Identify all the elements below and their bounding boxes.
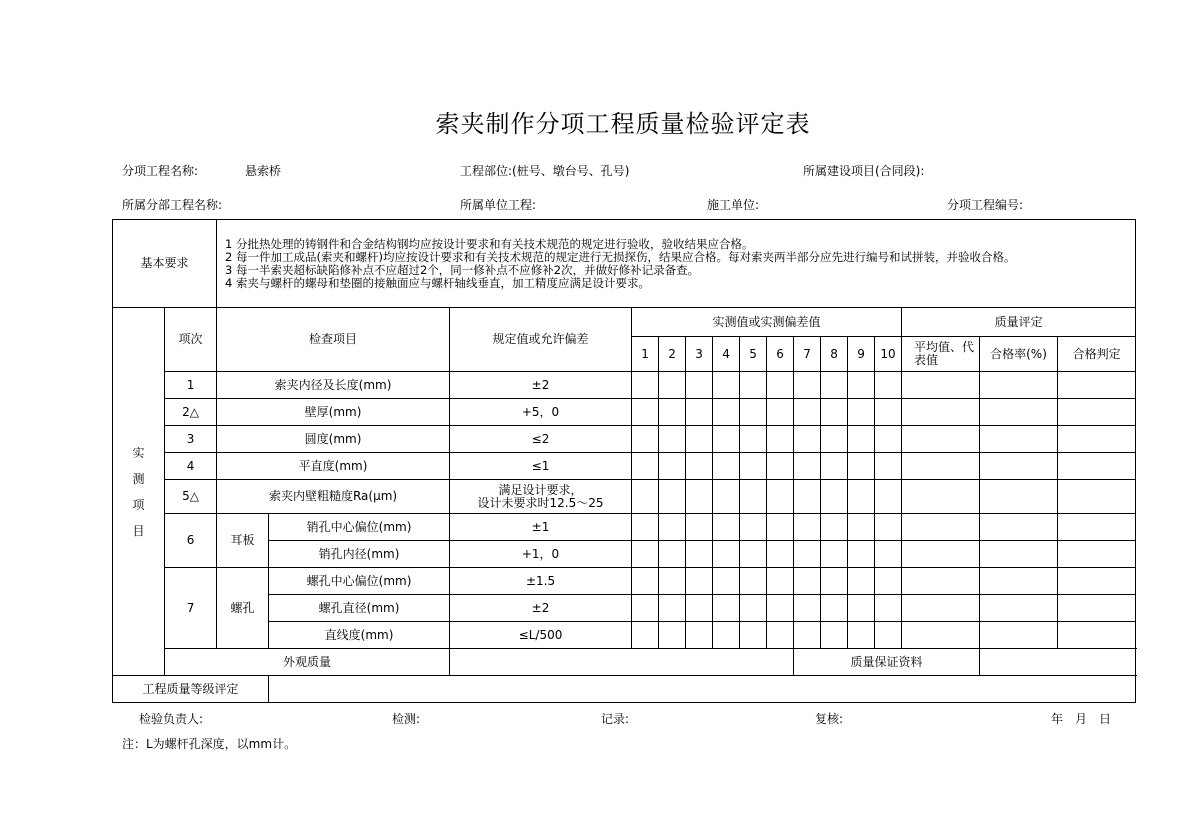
item-no: 5△: [165, 480, 217, 514]
appearance-label: 外观质量: [165, 649, 450, 676]
allowed-value: ≤1: [450, 453, 632, 480]
item-no: 3: [165, 426, 217, 453]
basic-requirements-text: [217, 220, 1136, 308]
allowed-value: ≤L/500: [450, 622, 632, 649]
check-item: 螺孔直径(mm): [269, 595, 450, 622]
check-item: 索夹内壁粗糙度Ra(μm): [217, 480, 450, 514]
quality-docs-value: [980, 649, 1136, 676]
requirement-line: 4 索夹与螺杆的螺母和垫圈的接触面应与螺杆轴线垂直，加工精度应满足设计要求。: [225, 275, 650, 290]
reviewer-label: 复核:: [815, 712, 844, 726]
basic-requirements-row: [113, 220, 1136, 308]
subproject-no-label: 分项工程编号:: [947, 198, 1024, 212]
allowed-value: ±2: [450, 372, 632, 399]
table-row: [113, 568, 1136, 595]
location-label: 工程部位:(桩号、墩台号、孔号): [460, 164, 630, 178]
requirement-line: 1 分批热处理的铸钢件和合金结构钢均应按设计要求和有关技术规范的规定进行验收，验收结果应合格。: [225, 236, 754, 251]
table-row: [113, 453, 1136, 480]
appearance-value: [450, 649, 794, 676]
check-item: 销孔中心偏位(mm): [269, 514, 450, 541]
appearance-row: [113, 649, 1136, 676]
table-row: [113, 514, 1136, 541]
item-no: 1: [165, 372, 217, 399]
construction-unit-label: 施工单位:: [707, 198, 760, 212]
division-project-label: 所属分部工程名称:: [122, 198, 223, 212]
check-item: 平直度(mm): [217, 453, 450, 480]
quality-docs-label: 质量保证资料: [794, 649, 980, 676]
point-header: 1: [632, 337, 659, 372]
point-header: 9: [848, 337, 875, 372]
item-no: 4: [165, 453, 217, 480]
check-item: 壁厚(mm): [217, 399, 450, 426]
subproject-name-value: 悬索桥: [245, 164, 282, 178]
inspection-table: [112, 219, 1136, 703]
average-header: 平均值、代表值: [902, 337, 980, 372]
check-item: 直线度(mm): [269, 622, 450, 649]
point-header: 8: [821, 337, 848, 372]
table-row: [113, 480, 1136, 514]
allowed-value: +1，0: [450, 541, 632, 568]
item-no: 6: [165, 514, 217, 568]
unit-project-label: 所属单位工程:: [460, 198, 537, 212]
header-row-1: [113, 308, 1136, 337]
requirement-line: 2 每一件加工成品(索夹和螺杆)均应按设计要求和有关技术规范的规定进行无损探伤，结果应合格。每对索夹两半部分应先进行编号和试拼装，并验收合格。: [225, 249, 1016, 264]
table-row: [113, 372, 1136, 399]
item-no: 7: [165, 568, 217, 649]
allowed-value: ±2: [450, 595, 632, 622]
quality-header: 质量评定: [902, 308, 1136, 337]
allowed-value: ±1: [450, 514, 632, 541]
item-group: 耳板: [217, 514, 269, 568]
point-header: 3: [686, 337, 713, 372]
point-header: 10: [875, 337, 902, 372]
grade-row: [113, 676, 1136, 703]
item-no: 2△: [165, 399, 217, 426]
grade-label: 工程质量等级评定: [113, 676, 269, 703]
check-item: 销孔内径(mm): [269, 541, 450, 568]
item-no-header: 项次: [165, 308, 217, 372]
subproject-name-label: 分项工程名称:: [122, 164, 199, 178]
measured-section-label: 实 测 项 目: [113, 308, 165, 676]
allowed-header: 规定值或允许偏差: [450, 308, 632, 372]
judgement-header: 合格判定: [1058, 337, 1136, 372]
footnote: 注：L为螺杆孔深度，以mm计。: [122, 737, 297, 751]
check-item: 索夹内径及长度(mm): [217, 372, 450, 399]
item-group: 螺孔: [217, 568, 269, 649]
point-header: 5: [740, 337, 767, 372]
point-header: 7: [794, 337, 821, 372]
grade-value: [269, 676, 1136, 703]
pass-rate-header: 合格率(%): [980, 337, 1058, 372]
table-row: [113, 399, 1136, 426]
date-label: 年 月 日: [1051, 712, 1112, 726]
point-header: 6: [767, 337, 794, 372]
construction-project-label: 所属建设项目(合同段):: [803, 164, 925, 178]
check-item-header: 检查项目: [217, 308, 450, 372]
check-item: 圆度(mm): [217, 426, 450, 453]
inspector-label: 检验负责人:: [139, 712, 204, 726]
requirement-line: 3 每一半索夹超标缺陷修补点不应超过2个，同一修补点不应修补2次，并做好修补记录备查。: [225, 262, 700, 277]
point-header: 4: [713, 337, 740, 372]
table-row: [113, 426, 1136, 453]
check-item: 螺孔中心偏位(mm): [269, 568, 450, 595]
measured-header: 实测值或实测偏差值: [632, 308, 902, 337]
allowed-value: +5，0: [450, 399, 632, 426]
basic-requirements-label: 基本要求: [113, 220, 217, 308]
point-header: 2: [659, 337, 686, 372]
allowed-value: ≤2: [450, 426, 632, 453]
allowed-value: 满足设计要求， 设计未要求时12.5～25: [450, 480, 632, 514]
recorder-label: 记录:: [601, 712, 630, 726]
allowed-value: ±1.5: [450, 568, 632, 595]
tester-label: 检测:: [392, 712, 421, 726]
page-title: 索夹制作分项工程质量检验评定表: [435, 110, 811, 138]
